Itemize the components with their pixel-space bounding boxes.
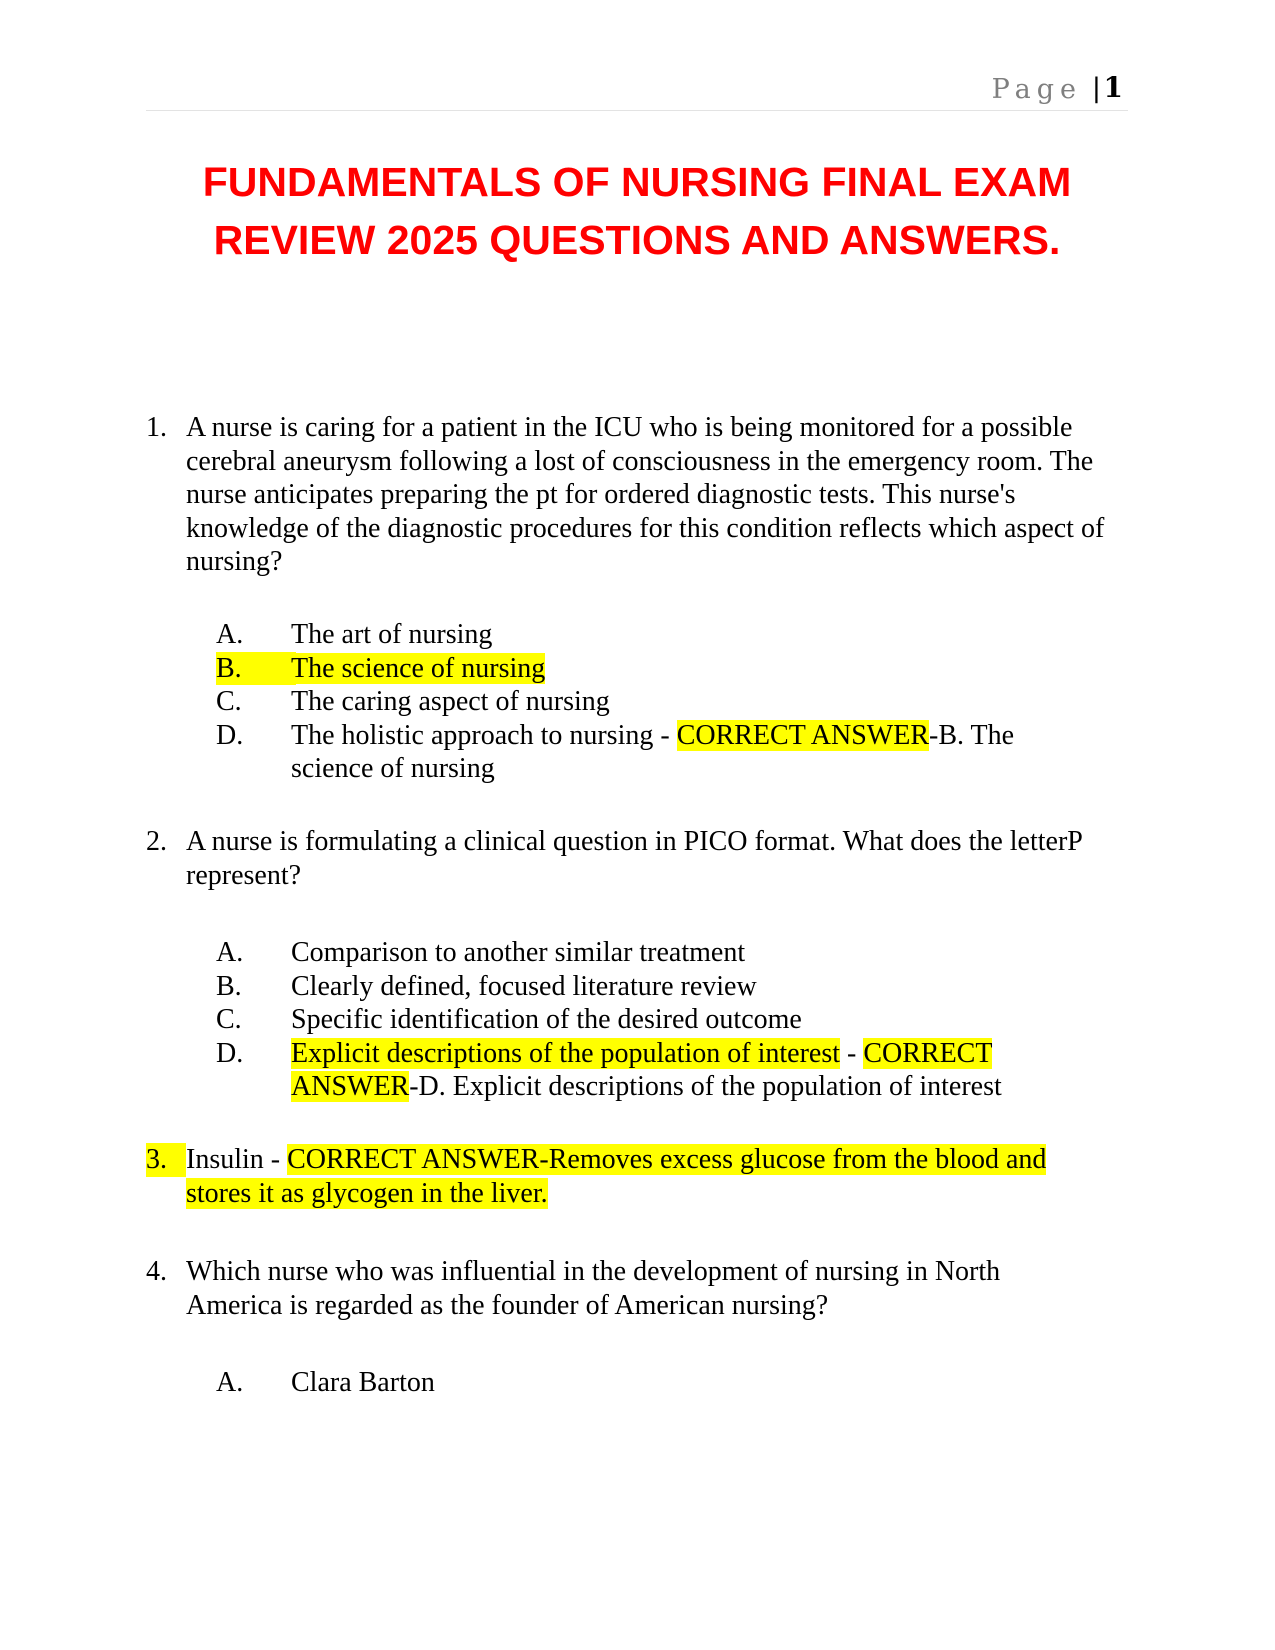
option-c	[216, 1003, 1136, 1037]
question-1	[146, 411, 1136, 579]
correct-answer-text: -B. The science of nursing	[291, 719, 1015, 784]
question-text: A nurse is formulating a clinical question in PICO format. What does the letterP represent?	[186, 826, 1082, 891]
answer-dash: -	[840, 1037, 864, 1069]
answer-dash: -	[653, 719, 677, 751]
correct-answer-marker: CORRECT ANSWER	[291, 1037, 993, 1102]
option-text: Explicit descriptions of the population of interest	[291, 1037, 840, 1069]
question-1-options	[216, 618, 1136, 786]
correct-answer-marker: CORRECT ANSWER	[287, 1144, 540, 1175]
option-b	[216, 970, 1136, 1004]
option-text: Clara Barton	[291, 1367, 435, 1398]
option-letter: C.	[216, 686, 242, 717]
question-2-options	[216, 936, 1136, 1104]
option-a	[216, 1366, 1136, 1400]
option-letter: A.	[216, 619, 244, 650]
option-text: The holistic approach to nursing	[291, 719, 654, 751]
page-separator: |	[1091, 73, 1101, 104]
option-d	[216, 719, 1136, 786]
question-2	[146, 825, 1136, 892]
option-a	[216, 936, 1136, 970]
question-term: Insulin	[186, 1144, 264, 1175]
question-4-options	[216, 1366, 1136, 1400]
option-letter: C.	[216, 1004, 242, 1035]
option-letter: D.	[216, 1037, 244, 1069]
option-a	[216, 618, 1136, 652]
question-4	[146, 1255, 1136, 1322]
question-number: 3.	[146, 1143, 186, 1177]
option-d	[216, 1037, 1136, 1104]
document-title: FUNDAMENTALS OF NURSING FINAL EXAM REVIEW 2025 QUESTIONS AND ANSWERS.	[202, 159, 1072, 263]
option-letter: A.	[216, 1367, 244, 1398]
page-header	[146, 66, 1128, 111]
correct-answer-text: -Removes excess glucose from the blood and stores it as glycogen in the liver.	[186, 1144, 1047, 1209]
option-letter: A.	[216, 937, 244, 968]
option-c	[216, 685, 1136, 719]
question-number: 4.	[146, 1256, 167, 1287]
question-number: 1.	[146, 412, 167, 443]
option-letter: D.	[216, 719, 244, 751]
question-3	[146, 1143, 1136, 1210]
page-label: Page	[991, 74, 1082, 105]
option-text: Clearly defined, focused literature review	[291, 970, 757, 1002]
option-letter: B.	[216, 970, 242, 1002]
option-letter: B.	[216, 652, 296, 686]
option-text: The science of nursing	[291, 652, 546, 684]
option-text: The art of nursing	[291, 619, 493, 650]
question-number: 2.	[146, 826, 167, 857]
correct-answer-text: -D. Explicit descriptions of the population of interest	[409, 1071, 1002, 1102]
question-text: A nurse is caring for a patient in the ICU who is being monitored for a possible cerebral aneurysm following a lost of consciousness in the emergency room. The nurse anticipates preparing the pt for ordered diagnostic tests. This nurse's knowledge of the diagnostic procedures for this condition reflects which aspect of nursing?	[186, 412, 1105, 577]
page-number: 1	[1103, 71, 1123, 104]
correct-answer-marker: CORRECT ANSWER	[676, 719, 929, 751]
question-text: Which nurse who was influential in the development of nursing in North America is regarded as the founder of American nursing?	[186, 1256, 1001, 1321]
option-text: Specific identification of the desired outcome	[291, 1004, 802, 1035]
option-text: Comparison to another similar treatment	[291, 937, 746, 968]
option-b	[216, 652, 1136, 686]
answer-dash: -	[263, 1144, 288, 1175]
option-text: The caring aspect of nursing	[291, 686, 610, 717]
